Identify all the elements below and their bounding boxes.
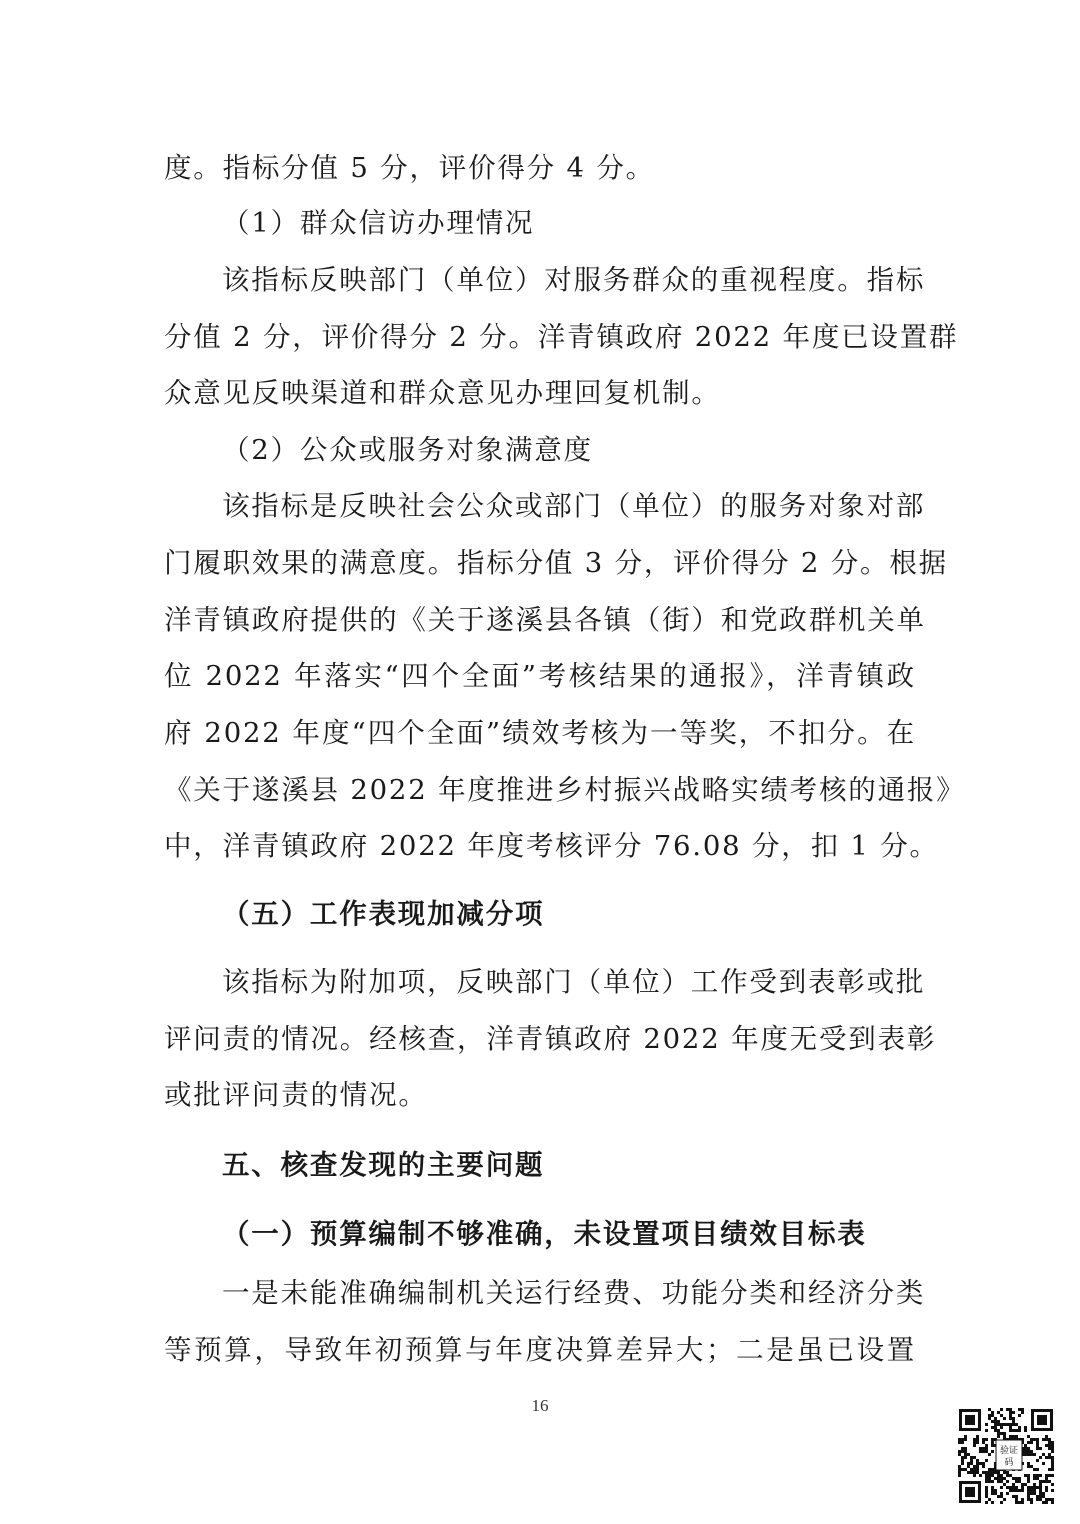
text-line: 一是未能准确编制机关运行经费、功能分类和经济分类 bbox=[222, 1277, 926, 1309]
text-line: 或批评问责的情况。 bbox=[164, 1079, 428, 1111]
section-heading: （一）预算编制不够准确，未设置项目绩效目标表 bbox=[222, 1218, 867, 1250]
chapter-heading: 五、核查发现的主要问题 bbox=[222, 1149, 545, 1181]
text-line: 该指标反映部门（单位）对服务群众的重视程度。指标 bbox=[222, 264, 926, 296]
text-line: 中，洋青镇政府 2022 年度考核评分 76.08 分，扣 1 分。 bbox=[164, 830, 939, 862]
qr-code-icon bbox=[958, 1408, 1054, 1504]
text-line: 该指标为附加项，反映部门（单位）工作受到表彰或批 bbox=[222, 966, 926, 998]
text-line: 评问责的情况。经核查，洋青镇政府 2022 年度无受到表彰 bbox=[164, 1023, 937, 1055]
subheading: （1）群众信访办理情况 bbox=[222, 207, 535, 239]
text-line: 府 2022 年度“四个全面”绩效考核为一等奖，不扣分。在 bbox=[164, 717, 916, 749]
page-number: 16 bbox=[531, 1396, 549, 1415]
svg-text:码: 码 bbox=[1004, 1458, 1014, 1468]
subheading: （2）公众或服务对象满意度 bbox=[222, 434, 593, 466]
text-line: 门履职效果的满意度。指标分值 3 分，评价得分 2 分。根据 bbox=[164, 547, 948, 579]
text-line: 分值 2 分，评价得分 2 分。洋青镇政府 2022 年度已设置群 bbox=[164, 321, 959, 353]
text-line: 众意见反映渠道和群众意见办理回复机制。 bbox=[164, 377, 721, 409]
text-line: 该指标是反映社会公众或部门（单位）的服务对象对部 bbox=[222, 490, 926, 522]
text-line: 《关于遂溪县 2022 年度推进乡村振兴战略实绩考核的通报》 bbox=[164, 774, 966, 806]
svg-text:验证: 验证 bbox=[999, 1446, 1019, 1456]
text-line: 等预算，导致年初预算与年度决算差异大；二是虽已设置 bbox=[164, 1334, 916, 1366]
text-line: 位 2022 年落实“四个全面”考核结果的通报》，洋青镇政 bbox=[164, 660, 916, 692]
text-line: 度。指标分值 5 分，评价得分 4 分。 bbox=[164, 152, 655, 184]
section-heading: （五）工作表现加减分项 bbox=[222, 898, 545, 930]
text-line: 洋青镇政府提供的《关于遂溪县各镇（街）和党政群机关单 bbox=[164, 604, 926, 636]
